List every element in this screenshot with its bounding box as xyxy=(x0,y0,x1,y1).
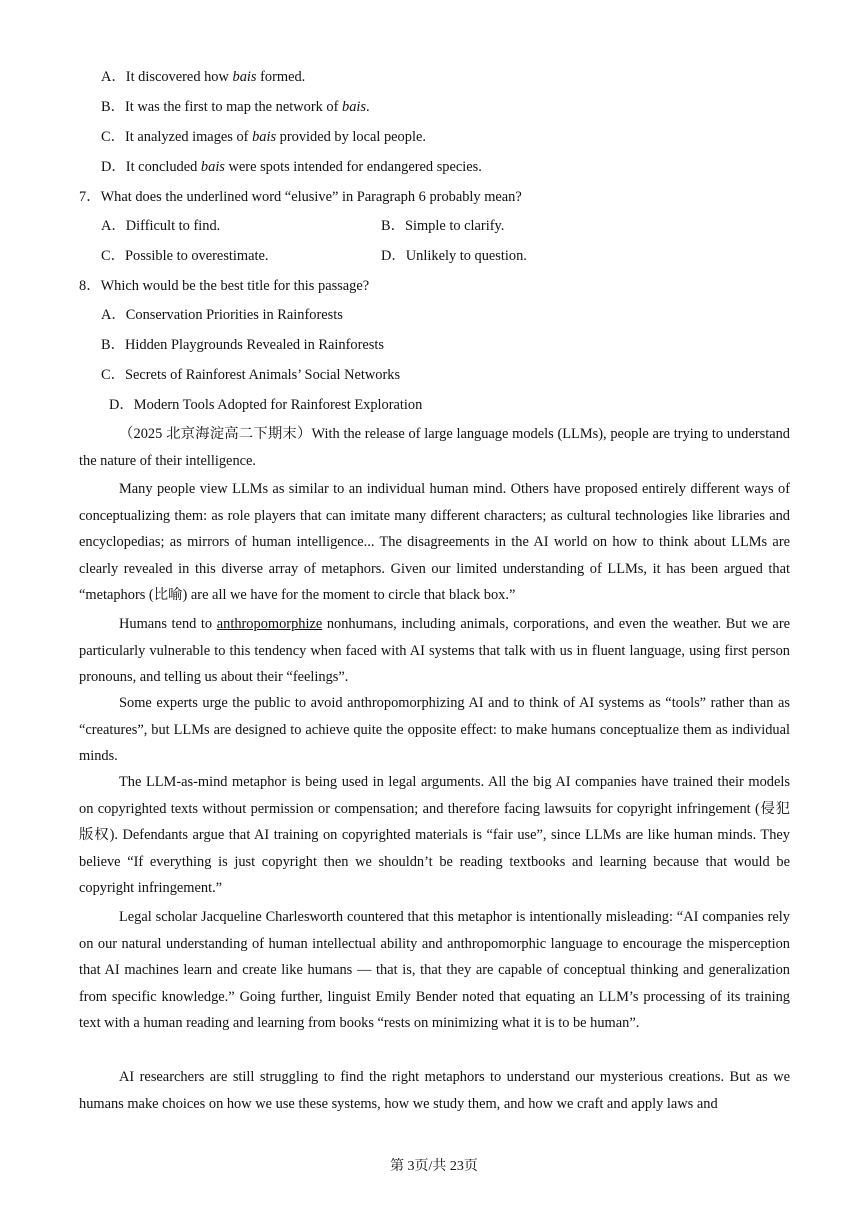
q8-option-c: C．Secrets of Rainforest Animals’ Social Networks xyxy=(101,367,401,383)
passage-paragraph-4: Some experts urge the public to avoid anthropomorphizing AI and to think of AI systems as “tools” rather than as “creatures”, but LLMs are designed to achieve quite the opposite effect: to make humans conceptualize them as individual minds. xyxy=(79,695,790,764)
q8-option-d: D．Modern Tools Adopted for Rainforest Exploration xyxy=(109,397,423,413)
passage-paragraph-1: （2025 北京海淀高二下期末）With the release of large language models (LLMs), people are trying to understand the nature of their intelligence. xyxy=(79,426,790,469)
q6-option-c: C．It analyzed images of bais provided by local people. xyxy=(101,129,426,145)
q7-option-d: D．Unlikely to question. xyxy=(381,248,527,264)
passage-paragraph-5: The LLM-as-mind metaphor is being used in legal arguments. All the big AI companies have trained their models on copyrighted texts without permission or compensation; and therefore facing lawsuits for copyright infringement (侵犯版权). Defendants argue that AI training on copyrighted materials is “fair use”, since LLMs are like human minds. They believe “If everything is just copyright then we shouldn’t be reading textbooks and learning because that would be copyright infringement.” xyxy=(79,774,790,896)
underlined-word: anthropomorphize xyxy=(216,616,323,632)
q6-option-b: B．It was the first to map the network of bais. xyxy=(101,99,370,115)
q8-option-b: B．Hidden Playgrounds Revealed in Rainforests xyxy=(101,337,384,353)
page-number-footer: 第 3页/共 23页 xyxy=(390,1159,478,1174)
passage-paragraph-3: Humans tend to anthropomorphize nonhumans, including animals, corporations, and even the weather. But we are particularly vulnerable to this tendency when faced with AI systems that talk with us in fluent language, using first person pronouns, and telling us about their “feelings”. xyxy=(79,616,790,685)
q7-option-a: A．Difficult to find. xyxy=(101,218,221,234)
passage-paragraph-7: AI researchers are still struggling to find the right metaphors to understand our mysterious creations. But as we humans make choices on how we use these systems, how we study them, and how we craft and apply laws and xyxy=(79,1069,790,1112)
q8-stem: 8．Which would be the best title for this passage? xyxy=(79,278,370,294)
q7-option-c: C．Possible to overestimate. xyxy=(101,248,269,264)
q8-option-a: A．Conservation Priorities in Rainforests xyxy=(101,307,343,323)
q6-option-d: D．It concluded bais were spots intended for endangered species. xyxy=(101,159,482,175)
passage-paragraph-6: Legal scholar Jacqueline Charlesworth countered that this metaphor is intentionally misleading: “AI companies rely on our natural understanding of human intellectual ability and anthropomorphic language to encourage the misperception that AI machines learn and create like humans — that is, that they are capable of conceptual thinking and generalization from specific knowledge.” Going further, linguist Emily Bender noted that equating an LLM’s processing of its training text with a human reading and learning from books “rests on minimizing what it is to be human”. xyxy=(79,909,790,1031)
q6-option-a: A．It discovered how bais formed. xyxy=(101,69,306,85)
q7-option-b: B．Simple to clarify. xyxy=(381,218,505,234)
q7-stem: 7．What does the underlined word “elusive” in Paragraph 6 probably mean? xyxy=(79,189,522,205)
passage-paragraph-2: Many people view LLMs as similar to an individual human mind. Others have proposed entirely different ways of conceptualizing them: as role players that can imitate many different characters; as cultural technologies like libraries and encyclopedias; as mirrors of human intelligence... The disagreements in the AI world on how to think about LLMs are clearly revealed in this diverse array of metaphors. Given our limited understanding of LLMs, it has been argued that “metaphors (比喻) are all we have for the moment to circle that black box.” xyxy=(79,481,790,603)
